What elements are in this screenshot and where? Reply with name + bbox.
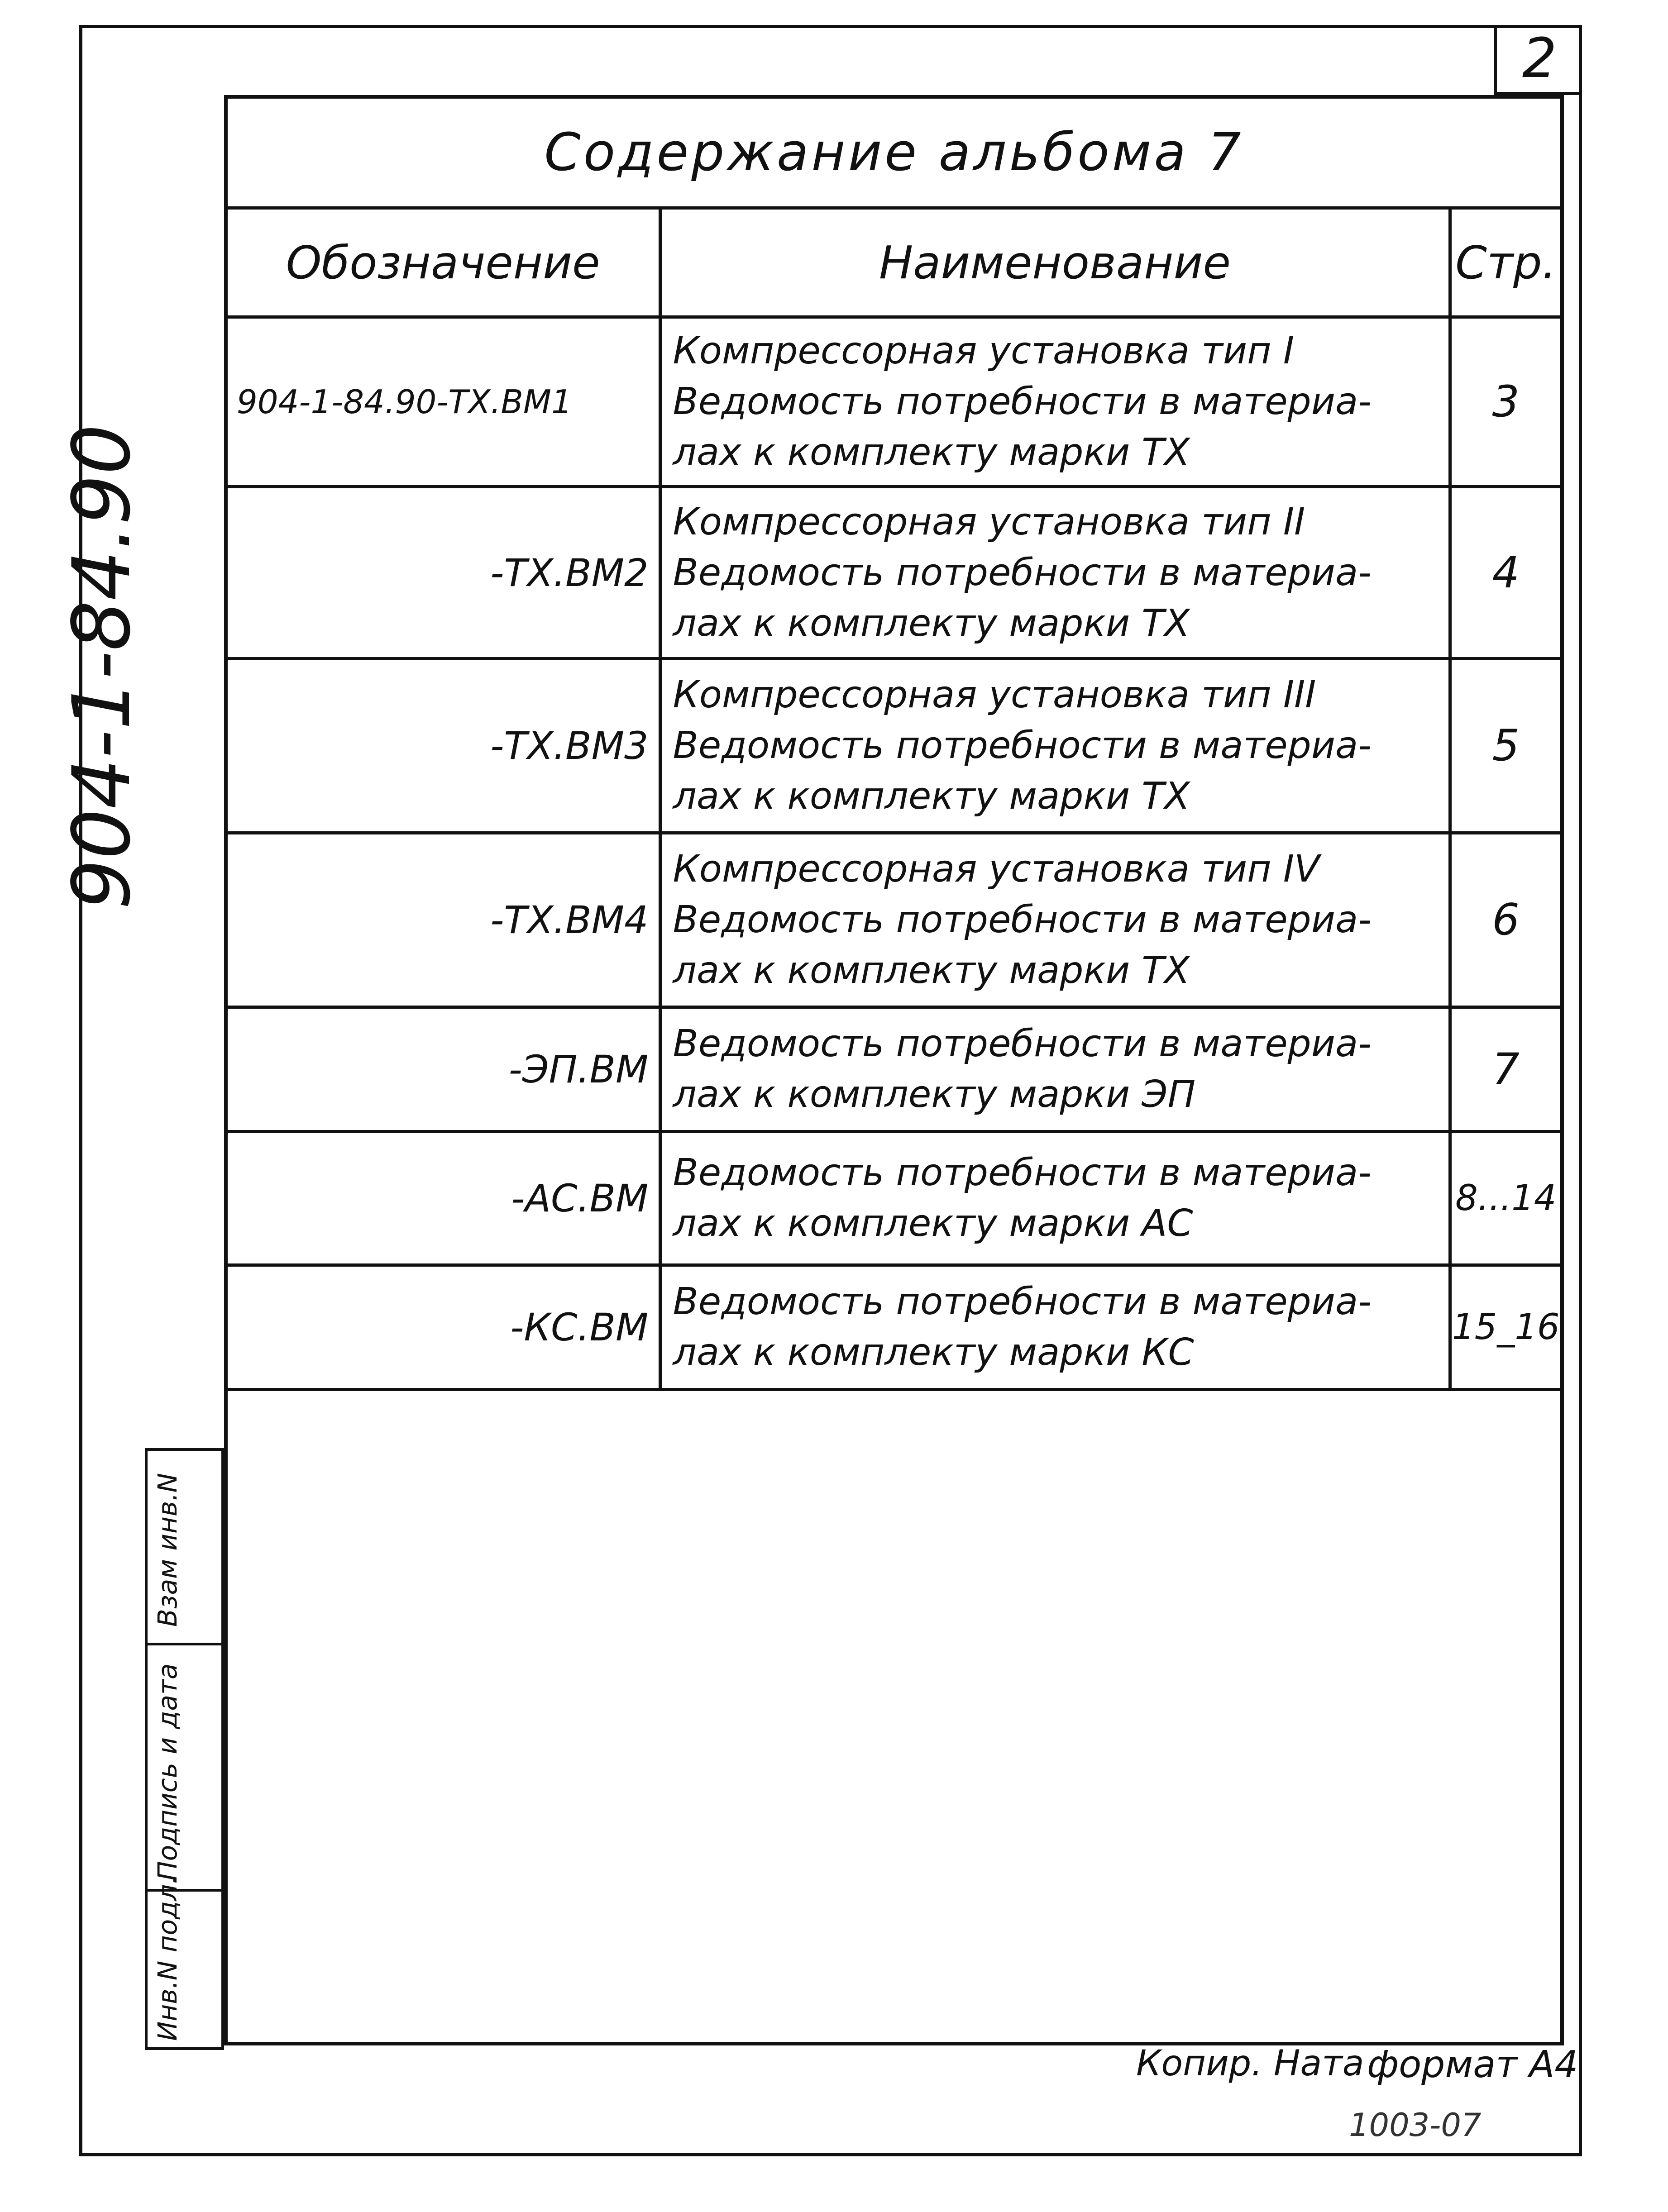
stamp-label-inv-podl: Инв.N подл.	[152, 1876, 183, 2041]
stamp-label-signature-date: Подпись и дата	[152, 1663, 183, 1881]
table-row	[228, 1007, 1560, 1132]
album-title: Содержание альбома 7	[228, 99, 1560, 210]
row-designation: -ТХ.ВМ3	[228, 659, 660, 833]
row-designation: -ЭП.ВМ	[228, 1007, 660, 1132]
row-page: 4	[1450, 487, 1560, 659]
header-designation: Обозначение	[228, 208, 660, 317]
row-name-line: лах к комплекту марки ЭП	[673, 1073, 1196, 1116]
row-name-line: Компрессорная установка тип II	[673, 500, 1305, 543]
row-name	[660, 317, 1450, 487]
row-designation: 904-1-84.90-ТХ.ВМ1	[228, 317, 660, 487]
table-row	[228, 317, 1560, 487]
side-album-code: 904-1-84.90	[56, 424, 148, 910]
stamp-cell-vzam-inv	[148, 1448, 221, 1643]
row-name-line: лах к комплекту марки ТХ	[673, 775, 1190, 818]
table-row	[228, 487, 1560, 659]
stamp-cell-signature-date	[148, 1643, 221, 1892]
row-name-line: Ведомость потребности в материа-	[673, 1022, 1372, 1065]
row-designation: -КС.ВМ	[228, 1265, 660, 1390]
row-name-line: Ведомость потребности в материа-	[673, 1151, 1372, 1194]
row-name-line: Ведомость потребности в материа-	[673, 1280, 1372, 1323]
row-name-line: лах к комплекту марки ТХ	[673, 601, 1190, 645]
row-designation: -ТХ.ВМ2	[228, 487, 660, 659]
row-name-line: Ведомость потребности в материа-	[673, 380, 1372, 423]
row-name-line: лах к комплекту марки ТХ	[673, 949, 1190, 992]
footer-format: формат А4	[1367, 2043, 1578, 2086]
row-page: 3	[1450, 317, 1560, 487]
row-name-line: Ведомость потребности в материа-	[673, 724, 1372, 767]
table-row	[228, 659, 1560, 833]
row-name	[660, 833, 1450, 1007]
row-page: 8...14	[1450, 1132, 1560, 1265]
row-name-line: Компрессорная установка тип III	[673, 673, 1316, 716]
row-name-line: лах к комплекту марки АС	[673, 1202, 1193, 1245]
footer-copied-by: Копир. Ната	[1136, 2043, 1364, 2084]
row-name	[660, 659, 1450, 833]
row-name	[660, 1007, 1450, 1132]
approval-stamp	[145, 1448, 224, 2050]
header-page: Стр.	[1450, 208, 1560, 317]
row-page: 7	[1450, 1007, 1560, 1132]
row-name-line: Ведомость потребности в материа-	[673, 898, 1372, 941]
row-name-line: Компрессорная установка тип IV	[673, 848, 1320, 891]
row-name	[660, 1265, 1450, 1390]
row-page: 15_16	[1450, 1265, 1560, 1390]
table-row	[228, 833, 1560, 1007]
stamp-label-vzam-inv: Взам инв.N	[152, 1473, 183, 1627]
row-name-line: Ведомость потребности в материа-	[673, 551, 1372, 594]
table-header-row	[228, 208, 1560, 317]
contents-table	[228, 206, 1560, 1391]
row-name-line: Компрессорная установка тип I	[673, 329, 1294, 372]
sheet-number: 2	[1494, 25, 1582, 95]
header-name: Наименование	[660, 208, 1450, 317]
stamp-cell-inv-podl	[148, 1876, 221, 2047]
row-name	[660, 1132, 1450, 1265]
row-page: 6	[1450, 833, 1560, 1007]
row-designation: -ТХ.ВМ4	[228, 833, 660, 1007]
table-row	[228, 1132, 1560, 1265]
row-name-line: лах к комплекту марки КС	[673, 1331, 1194, 1374]
row-designation: -АС.ВМ	[228, 1132, 660, 1265]
row-name	[660, 487, 1450, 659]
footer-code: 1003-07	[1349, 2107, 1482, 2144]
row-page: 5	[1450, 659, 1560, 833]
row-name-line: лах к комплекту марки ТХ	[673, 431, 1190, 474]
contents-frame	[224, 95, 1564, 2045]
table-row	[228, 1265, 1560, 1390]
